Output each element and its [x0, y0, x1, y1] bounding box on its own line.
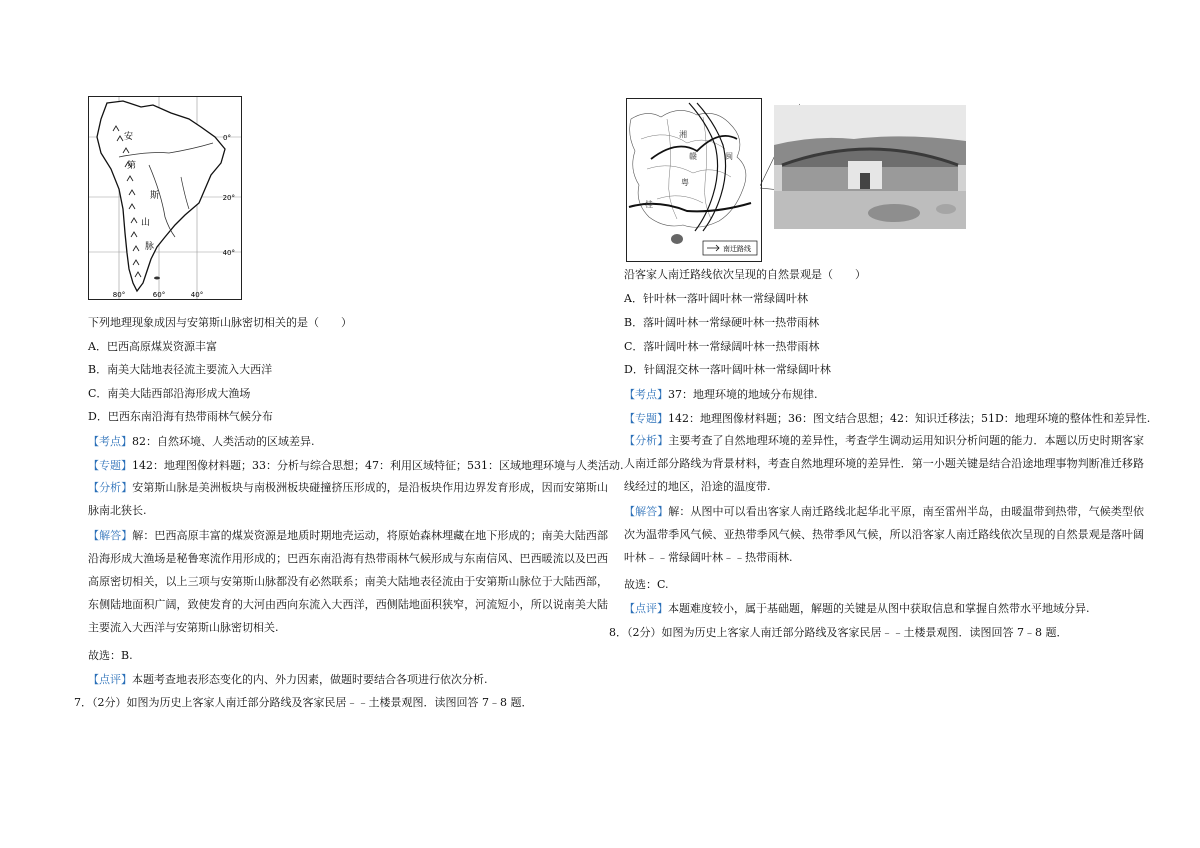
- tulou-photo: [774, 105, 966, 229]
- map-label-di: 第: [127, 161, 137, 171]
- option-a: A．针叶林一落叶阔叶林一常绿阔叶林: [624, 292, 808, 305]
- fenxi-text: 主要考查了自然地理环境的差异性，考查学生调动运用知识分析问题的能力．本题以历史时期客家人南迁部分路线为背景材料，考查自然地理环境的差异性．第一小题关键是结合沿途地理事物判断准迁移路线经过的地区，沿途的温度带.: [624, 434, 1145, 493]
- map-label-si: 斯: [150, 191, 160, 201]
- zhuanti-text: 142：地理图像材料题；36：图文结合思想；42：知识迁移法；51D：地理环境的整体性和差异性.: [668, 412, 1151, 425]
- jieda: [88, 524, 608, 639]
- dianping: [624, 602, 1090, 616]
- question-8-stem: 沿客家人南迁路线依次呈现的自然景观是（ ）: [624, 268, 866, 281]
- question-8b-stem: 8．（2分）如图为历史上客家人南迁部分路线及客家民居﹣﹣土楼景观图．读图回答 7﹣8 题．: [609, 626, 1068, 639]
- fenxi: [624, 429, 1144, 498]
- fenxi-tag: 【分析】: [88, 481, 133, 494]
- map-label-shan: 山: [141, 218, 151, 228]
- zhuanti-text: 142：地理图像材料题；33：分析与综合思想；47：利用区域特征；531：区域地理环境与人类活动.: [132, 459, 624, 472]
- lat-label-20: 20°: [222, 194, 235, 202]
- answer: 故选：B.: [88, 649, 133, 662]
- map-label-an: 安: [124, 132, 134, 142]
- map-label-mai: 脉: [145, 242, 155, 252]
- kaodian-text: 37：地理环境的地域分布规律.: [668, 388, 818, 401]
- zhuanti: [624, 412, 1150, 426]
- option-d: D．针阔混交林一落叶阔叶林一常绿阔叶林: [624, 363, 831, 376]
- answer: 故选：C.: [624, 578, 669, 591]
- lat-label-40: 40°: [222, 249, 235, 257]
- fenxi-text: 安第斯山脉是美洲板块与南极洲板块碰撞挤压形成的，是沿板块作用边界发育形成，因而安第斯山脉南北狭长.: [88, 481, 609, 517]
- kaodian: [88, 435, 315, 449]
- question-7-stem: 7．（2分）如图为历史上客家人南迁部分路线及客家民居﹣﹣土楼景观图．读图回答 7﹣8 题．: [74, 696, 533, 709]
- fenxi: [88, 476, 608, 522]
- jieda-tag: 【解答】: [624, 505, 669, 518]
- jieda-tag: 【解答】: [88, 529, 133, 542]
- lon-label-80: 80°: [112, 291, 126, 299]
- dianping-text: 本题考查地表形态变化的内、外力因素，做题时要结合各项进行依次分析.: [132, 673, 488, 686]
- map-label-gui: 桂: [645, 200, 653, 209]
- zhuanti: [88, 459, 623, 473]
- option-a: A．巴西高原煤炭资源丰富: [88, 340, 217, 353]
- option-d: D．巴西东南沿海有热带雨林气候分布: [88, 410, 273, 423]
- kaodian-text: 82：自然环境、人类活动的区域差异.: [132, 435, 315, 448]
- map-label-xiang: 湘: [679, 130, 687, 139]
- jieda-text: 解：从图中可以看出客家人南迁路线北起华北平原，南至雷州半岛，由暖温带到热带，气候类型依次为温带季风气候、亚热带季风气候、热带季风气候，所以沿客家人南迁路线依次呈现的自然景观是落叶阔叶林﹣﹣常绿阔叶林﹣﹣热带雨林.: [624, 505, 1145, 564]
- lon-label-40: 40°: [190, 291, 204, 299]
- option-c: C．落叶阔叶林一常绿阔叶林一热带雨林: [624, 340, 820, 353]
- hakka-migration-map: [626, 98, 762, 262]
- lat-label-0: 0°: [223, 134, 231, 142]
- jieda-text: 解：巴西高原丰富的煤炭资源是地质时期地壳运动，将原始森林埋藏在地下形成的；南美大陆西部沿海形成大渔场是秘鲁寒流作用形成的；巴西东南沿海有热带雨林气候形成与东南信风、巴西暖流以及巴西高原密切相关，以上三项与安第斯山脉都没有必然联系；南美大陆地表径流由于安第斯山脉位于大陆西部，东侧陆地面积广阔，致使发育的大河由西向东流入大西洋，西侧陆地面积狭窄，河流短小，所以说南美大陆主要流入大西洋与安第斯山脉密切相关.: [88, 529, 609, 634]
- dianping: [88, 673, 488, 687]
- kaodian-tag: 【考点】: [624, 388, 668, 401]
- dianping-tag: 【点评】: [88, 673, 132, 686]
- map-label-gan: 赣: [689, 152, 697, 161]
- dianping-text: 本题难度较小，属于基础题，解题的关键是从图中获取信息和掌握自然带水平地域分异.: [668, 602, 1090, 615]
- map-legend-label: 南迁路线: [723, 245, 751, 253]
- map-label-yue: 粤: [681, 178, 689, 187]
- kaodian-tag: 【考点】: [88, 435, 132, 448]
- dianping-tag: 【点评】: [624, 602, 668, 615]
- option-b: B．南美大陆地表径流主要流入大西洋: [88, 363, 273, 376]
- zhuanti-tag: 【专题】: [88, 459, 132, 472]
- lon-label-60: 60°: [152, 291, 166, 299]
- jieda: [624, 500, 1144, 569]
- question-6-stem: 下列地理现象成因与安第斯山脉密切相关的是（ ）: [88, 316, 352, 329]
- fenxi-tag: 【分析】: [624, 434, 669, 447]
- map-label-min: 闽: [725, 152, 733, 161]
- south-america-map: [88, 96, 242, 300]
- kaodian: [624, 388, 818, 402]
- option-c: C．南美大陆西部沿海形成大渔场: [88, 387, 251, 400]
- option-b: B．落叶阔叶林一常绿硬叶林一热带雨林: [624, 316, 820, 329]
- zhuanti-tag: 【专题】: [624, 412, 668, 425]
